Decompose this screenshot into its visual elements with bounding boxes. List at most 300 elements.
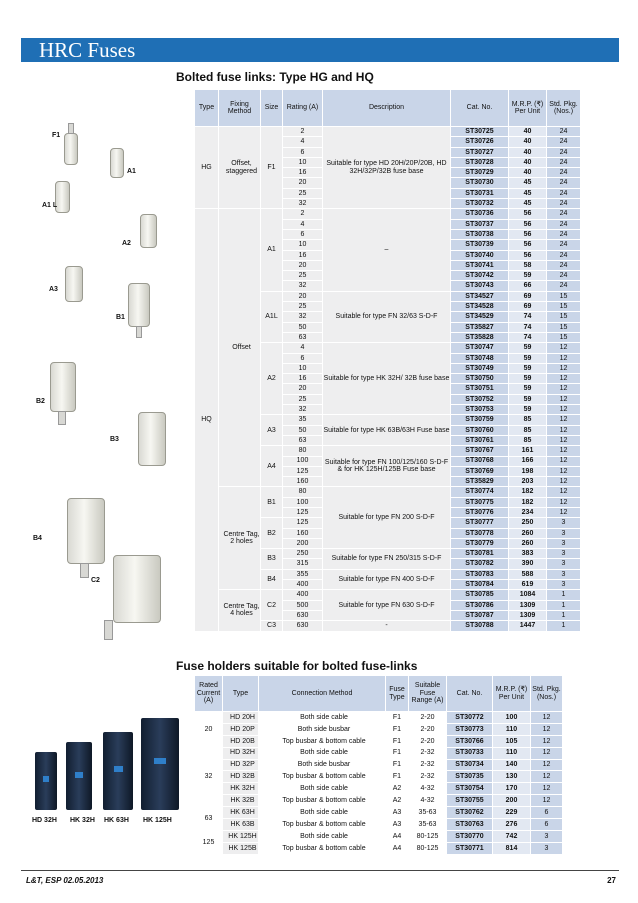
description-cell: Suitable for type FN 630 S-D-F [323,590,451,621]
mrp-cell: 59 [509,343,547,353]
cat-no-cell: ST30770 [447,830,493,842]
mrp-cell: 250 [509,518,547,528]
pkg-cell: 24 [547,260,581,270]
mrp-cell: 100 [493,712,531,724]
pkg-cell: 3 [547,549,581,559]
rating-cell: 355 [283,569,323,579]
pkg-cell: 24 [547,209,581,219]
mrp-cell: 588 [509,569,547,579]
rating-cell: 4 [283,343,323,353]
cat-no-cell: ST30750 [451,374,509,384]
col-header: Fixing Method [219,90,261,127]
cat-no-cell: ST30759 [451,415,509,425]
mrp-cell: 56 [509,240,547,250]
pkg-cell: 12 [547,446,581,456]
size-cell: A1L [261,291,283,342]
mrp-cell: 182 [509,497,547,507]
rating-cell: 6 [283,229,323,239]
mrp-cell: 59 [509,353,547,363]
pkg-cell: 24 [547,168,581,178]
holder-type-cell: HD 32H [223,747,259,759]
fixing-method-cell: Offset, staggered [219,127,261,209]
rating-cell: 630 [283,621,323,631]
cat-no-cell: ST30774 [451,487,509,497]
rating-cell: 200 [283,538,323,548]
holder-label: HK 63H [104,817,129,824]
holder-image-hk125h [141,718,179,810]
table-row [195,712,563,724]
description-cell: Suitable for type HD 20H/20P/20B, HD 32H/32P/32B fuse base [323,127,451,209]
table-row [195,795,563,807]
pkg-cell: 3 [547,569,581,579]
mrp-cell: 260 [509,538,547,548]
mrp-cell: 110 [493,723,531,735]
rated-current-cell: 20 [195,712,223,748]
cat-no-cell: ST30741 [451,260,509,270]
cat-no-cell: ST30754 [447,783,493,795]
pkg-cell: 6 [531,807,563,819]
pkg-cell: 12 [547,507,581,517]
page-number: 27 [607,876,616,885]
fuse-links-table [194,89,581,632]
fuse-tag [68,123,74,134]
cat-no-cell: ST30775 [451,497,509,507]
pkg-cell: 3 [547,528,581,538]
fuse-tag [58,411,66,425]
fuse-image-f1 [64,133,78,165]
holder-type-cell: HK 63B [223,819,259,831]
rating-cell: 50 [283,425,323,435]
cat-no-cell: ST34529 [451,312,509,322]
mrp-cell: 56 [509,229,547,239]
connection-method-cell: Both side busbar [259,759,386,771]
fuse-links-table-title: Bolted fuse links: Type HG and HQ [176,70,374,84]
fuse-image-a1l [55,181,70,213]
cat-no-cell: ST30779 [451,538,509,548]
rating-cell: 2 [283,127,323,137]
cat-no-cell: ST30743 [451,281,509,291]
footer-text: L&T, ESP 02.05.2013 [26,876,104,885]
holder-label: HK 125H [143,817,172,824]
col-header: Suitable Fuse Range (A) [409,676,447,712]
table-row [195,771,563,783]
fuse-label: B1 [116,314,125,321]
pkg-cell: 12 [531,735,563,747]
rating-cell: 100 [283,456,323,466]
cat-no-cell: ST30763 [447,819,493,831]
size-cell: B4 [261,569,283,590]
cat-no-cell: ST30753 [451,405,509,415]
rating-cell: 250 [283,549,323,559]
fuse-tag [80,563,89,578]
pkg-cell: 24 [547,250,581,260]
col-header: Type [223,676,259,712]
fuse-tag [104,620,113,640]
pkg-cell: 3 [531,830,563,842]
cat-no-cell: ST30769 [451,466,509,476]
rating-cell: 16 [283,250,323,260]
col-header: M.R.P. (₹) Per Unit [509,90,547,127]
fuse-range-cell: 2-32 [409,759,447,771]
rating-cell: 25 [283,271,323,281]
col-header: Cat. No. [447,676,493,712]
fuse-image-a3 [65,266,83,302]
rating-cell: 4 [283,219,323,229]
holder-type-cell: HD 20B [223,735,259,747]
fuse-type-cell: A4 [386,842,409,854]
fuse-type-cell: F1 [386,723,409,735]
rated-current-cell: 32 [195,747,223,806]
rating-cell: 400 [283,580,323,590]
holder-type-cell: HD 32B [223,771,259,783]
fixing-method-cell: Centre Tag, 4 holes [219,590,261,631]
cat-no-cell: ST30768 [451,456,509,466]
fuse-range-cell: 35-63 [409,807,447,819]
pkg-cell: 15 [547,322,581,332]
pkg-cell: 12 [547,415,581,425]
table-row [195,759,563,771]
rating-cell: 630 [283,610,323,620]
col-header: Rating (A) [283,90,323,127]
rating-cell: 32 [283,312,323,322]
mrp-cell: 130 [493,771,531,783]
pkg-cell: 15 [547,332,581,342]
cat-no-cell: ST30729 [451,168,509,178]
fuse-image-a1 [110,148,124,178]
cat-no-cell: ST34528 [451,302,509,312]
mrp-cell: 1309 [509,600,547,610]
rating-cell: 6 [283,353,323,363]
mrp-cell: 229 [493,807,531,819]
cat-no-cell: ST30783 [451,569,509,579]
table-row [195,842,563,854]
rating-cell: 63 [283,435,323,445]
mrp-cell: 85 [509,435,547,445]
mrp-cell: 170 [493,783,531,795]
mrp-cell: 59 [509,394,547,404]
pkg-cell: 12 [547,405,581,415]
rating-cell: 32 [283,405,323,415]
rating-cell: 63 [283,332,323,342]
cat-no-cell: ST30738 [451,229,509,239]
pkg-cell: 12 [531,759,563,771]
cat-no-cell: ST30772 [447,712,493,724]
pkg-cell: 24 [547,178,581,188]
description-cell: Suitable for type FN 400 S-D-F [323,569,451,590]
mrp-cell: 74 [509,332,547,342]
cat-no-cell: ST30747 [451,343,509,353]
description-cell: Suitable for type HK 32H/ 32B fuse base [323,343,451,415]
fuse-label: A3 [49,286,58,293]
footer-rule [21,870,619,871]
mrp-cell: 40 [509,147,547,157]
description-cell: Suitable for type FN 100/125/160 S-D-F & for HK 125H/125B Fuse base [323,446,451,487]
mrp-cell: 203 [509,477,547,487]
rating-cell: 10 [283,240,323,250]
mrp-cell: 40 [509,168,547,178]
fixing-method-cell: Offset [219,209,261,487]
holder-type-cell: HD 20P [223,723,259,735]
cat-no-cell: ST30788 [451,621,509,631]
fuse-range-cell: 4-32 [409,795,447,807]
section-title: HRC Fuses [39,38,136,62]
pkg-cell: 24 [547,229,581,239]
fuse-type-cell: A2 [386,795,409,807]
fuse-label: A1 [127,168,136,175]
connection-method-cell: Top busbar & bottom cable [259,842,386,854]
holder-label: HD 32H [32,817,57,824]
pkg-cell: 1 [547,621,581,631]
pkg-cell: 12 [547,466,581,476]
description-cell: Suitable for type HK 63B/63H Fuse base [323,415,451,446]
pkg-cell: 3 [547,559,581,569]
description-cell: - [323,621,451,631]
mrp-cell: 58 [509,260,547,270]
pkg-cell: 15 [547,302,581,312]
fuse-label: A1 L [42,202,58,209]
rating-cell: 160 [283,477,323,487]
cat-no-cell: ST30785 [451,590,509,600]
pkg-cell: 12 [531,795,563,807]
pkg-cell: 24 [547,147,581,157]
type-cell: HQ [195,209,219,631]
fuse-label: B4 [33,535,42,542]
pkg-cell: 24 [547,281,581,291]
mrp-cell: 383 [509,549,547,559]
fuse-range-cell: 2-20 [409,712,447,724]
col-header: Std. Pkg. (Nos.) [547,90,581,127]
rating-cell: 2 [283,209,323,219]
size-cell: A4 [261,446,283,487]
pkg-cell: 12 [547,353,581,363]
fuse-label: B3 [110,436,119,443]
cat-no-cell: ST30781 [451,549,509,559]
col-header: Fuse Type [386,676,409,712]
cat-no-cell: ST30727 [451,147,509,157]
rating-cell: 20 [283,260,323,270]
pkg-cell: 12 [547,435,581,445]
mrp-cell: 234 [509,507,547,517]
fuse-range-cell: 80-125 [409,830,447,842]
table-row [195,487,581,497]
size-cell: B1 [261,487,283,518]
connection-method-cell: Both side cable [259,712,386,724]
cat-no-cell: ST30740 [451,250,509,260]
pkg-cell: 3 [531,842,563,854]
rating-cell: 315 [283,559,323,569]
mrp-cell: 182 [509,487,547,497]
col-header: Size [261,90,283,127]
mrp-cell: 110 [493,747,531,759]
pkg-cell: 12 [547,384,581,394]
rating-cell: 160 [283,528,323,538]
rated-current-cell: 125 [195,830,223,854]
pkg-cell: 24 [547,199,581,209]
fuse-range-cell: 35-63 [409,819,447,831]
pkg-cell: 12 [547,456,581,466]
mrp-cell: 1309 [509,610,547,620]
cat-no-cell: ST30766 [447,735,493,747]
rating-cell: 32 [283,281,323,291]
table-row [195,807,563,819]
cat-no-cell: ST30742 [451,271,509,281]
mrp-cell: 260 [509,528,547,538]
connection-method-cell: Both side busbar [259,723,386,735]
rating-cell: 125 [283,518,323,528]
pkg-cell: 12 [547,487,581,497]
fuse-image-b4 [67,498,105,564]
mrp-cell: 742 [493,830,531,842]
pkg-cell: 12 [531,771,563,783]
fuse-range-cell: 2-32 [409,771,447,783]
table-row [195,590,581,600]
connection-method-cell: Top busbar & bottom cable [259,795,386,807]
cat-no-cell: ST30730 [451,178,509,188]
table-row [195,127,581,137]
pkg-cell: 6 [531,819,563,831]
cat-no-cell: ST30726 [451,137,509,147]
mrp-cell: 59 [509,363,547,373]
rating-cell: 32 [283,199,323,209]
mrp-cell: 140 [493,759,531,771]
cat-no-cell: ST30733 [447,747,493,759]
holder-type-cell: HK 125B [223,842,259,854]
rated-current-cell: 63 [195,807,223,831]
holder-type-cell: HK 63H [223,807,259,819]
table-row [195,735,563,747]
mrp-cell: 200 [493,795,531,807]
mrp-cell: 814 [493,842,531,854]
fuse-range-cell: 2-20 [409,735,447,747]
cat-no-cell: ST30736 [451,209,509,219]
col-header: Std. Pkg. (Nos.) [531,676,563,712]
pkg-cell: 12 [531,747,563,759]
fuse-label: C2 [91,577,100,584]
fuse-type-cell: F1 [386,771,409,783]
mrp-cell: 56 [509,250,547,260]
cat-no-cell: ST30755 [447,795,493,807]
rating-cell: 20 [283,178,323,188]
cat-no-cell: ST34527 [451,291,509,301]
mrp-cell: 45 [509,178,547,188]
fuse-range-cell: 80-125 [409,842,447,854]
cat-no-cell: ST30773 [447,723,493,735]
mrp-cell: 74 [509,312,547,322]
cat-no-cell: ST30784 [451,580,509,590]
fuse-label: B2 [36,398,45,405]
pkg-cell: 12 [547,363,581,373]
fuse-image-b2 [50,362,76,412]
size-cell: A3 [261,415,283,446]
mrp-cell: 166 [509,456,547,466]
holder-type-cell: HD 20H [223,712,259,724]
pkg-cell: 3 [547,518,581,528]
pkg-cell: 24 [547,127,581,137]
pkg-cell: 12 [547,425,581,435]
pkg-cell: 24 [547,240,581,250]
description-cell: – [323,209,451,291]
cat-no-cell: ST30737 [451,219,509,229]
connection-method-cell: Top busbar & bottom cable [259,819,386,831]
fuse-image-c2 [113,555,161,623]
connection-method-cell: Both side cable [259,747,386,759]
cat-no-cell: ST30760 [451,425,509,435]
pkg-cell: 12 [547,394,581,404]
fuse-holders-table-title: Fuse holders suitable for bolted fuse-links [176,659,418,673]
rating-cell: 25 [283,302,323,312]
pkg-cell: 3 [547,580,581,590]
cat-no-cell: ST30728 [451,157,509,167]
rating-cell: 20 [283,384,323,394]
table-row [195,209,581,219]
cat-no-cell: ST30767 [451,446,509,456]
rating-cell: 100 [283,497,323,507]
col-header: Connection Method [259,676,386,712]
cat-no-cell: ST30777 [451,518,509,528]
size-cell: B2 [261,518,283,549]
pkg-cell: 12 [531,723,563,735]
fuse-range-cell: 2-32 [409,747,447,759]
mrp-cell: 85 [509,425,547,435]
fuse-type-cell: A2 [386,783,409,795]
pkg-cell: 12 [547,343,581,353]
mrp-cell: 66 [509,281,547,291]
mrp-cell: 69 [509,302,547,312]
mrp-cell: 161 [509,446,547,456]
mrp-cell: 390 [509,559,547,569]
mrp-cell: 45 [509,199,547,209]
fuse-image-b1 [128,283,150,327]
fuse-type-cell: A3 [386,807,409,819]
fuse-range-cell: 2-20 [409,723,447,735]
size-cell: A2 [261,343,283,415]
pkg-cell: 12 [547,477,581,487]
cat-no-cell: ST30776 [451,507,509,517]
mrp-cell: 59 [509,384,547,394]
rating-cell: 125 [283,466,323,476]
rating-cell: 25 [283,188,323,198]
col-header: Type [195,90,219,127]
cat-no-cell: ST30725 [451,127,509,137]
holder-type-cell: HK 125H [223,830,259,842]
fuse-type-cell: A4 [386,830,409,842]
size-cell: B3 [261,549,283,570]
cat-no-cell: ST30762 [447,807,493,819]
mrp-cell: 1447 [509,621,547,631]
pkg-cell: 24 [547,219,581,229]
pkg-cell: 3 [547,538,581,548]
table-row [195,830,563,842]
size-cell: C2 [261,590,283,621]
rating-cell: 6 [283,147,323,157]
holder-image-hd32h [35,752,57,810]
rating-cell: 500 [283,600,323,610]
pkg-cell: 15 [547,291,581,301]
rating-cell: 400 [283,590,323,600]
fuse-range-cell: 4-32 [409,783,447,795]
mrp-cell: 40 [509,157,547,167]
section-banner [21,38,619,62]
mrp-cell: 85 [509,415,547,425]
size-cell: A1 [261,209,283,291]
rating-cell: 125 [283,507,323,517]
pkg-cell: 24 [547,157,581,167]
cat-no-cell: ST30734 [447,759,493,771]
fixing-method-cell: Centre Tag, 2 holes [219,487,261,590]
fuse-tag [136,326,142,338]
pkg-cell: 12 [547,374,581,384]
mrp-cell: 1084 [509,590,547,600]
